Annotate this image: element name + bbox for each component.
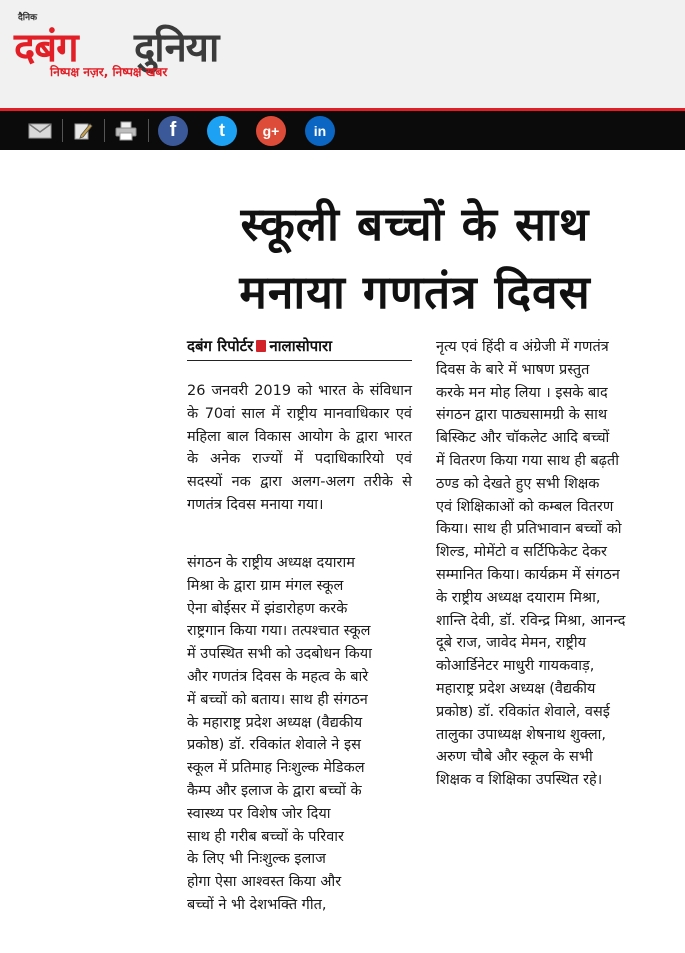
text-line: साथ ही गरीब बच्चों के परिवार [187,828,344,845]
text-line: बिस्किट और चॉकलेट आदि बच्चों [436,430,610,447]
document-icon [256,340,266,352]
text-line: प्रकोष्ठ) डॉ. रविकांत शेवाले ने इस [187,737,361,754]
facebook-glyph: f [158,116,188,146]
article-headline [150,190,680,326]
facebook-icon[interactable] [156,111,190,150]
google-plus-glyph: g+ [256,116,286,146]
text-line: सम्मानित किया। कार्यक्रम में संगठन [436,566,620,583]
text-line: राष्ट्रगान किया गया। तत्पश्चात स्कूल [187,623,371,640]
logo-text-red: दबंग [14,25,78,71]
linkedin-icon[interactable] [303,111,337,150]
toolbar-separator [148,119,149,142]
text-line: शिल्ड, मोमेंटो व सर्टिफिकेट देकर [436,544,607,561]
text-line: शान्ति देवी, डॉ. रविन्द्र मिश्रा, आनन्द [436,612,626,629]
text-line: स्कूल में प्रतिमाह निःशुल्क मेडिकल [187,760,365,777]
text-line: संगठन के राष्ट्रीय अध्यक्ष दयाराम [187,555,355,571]
text-line: बच्चों ने भी देशभक्ति गीत, [187,896,327,913]
byline-rule [187,360,412,361]
text-line: में वितरण किया गया साथ ही बढ़ती [436,452,619,469]
toolbar-separator [104,119,105,142]
text-line: संगठन द्वारा पाठ्यसामग्री के साथ [436,407,608,424]
print-icon[interactable] [112,111,140,150]
text-line: दूबे राज, जावेद मेमन, राष्ट्रीय [436,635,587,652]
text-line: मिश्रा के द्वारा ग्राम मंगल स्कूल [187,577,344,594]
text-line: अरुण चौबे और स्कूल के सभी [436,749,593,766]
masthead [0,0,685,108]
text-line: महाराष्ट्र प्रदेश अध्यक्ष (वैद्यकीय [436,680,596,697]
text-line: कोआर्डिनेटर माधुरी गायकवाड़, [436,658,595,675]
tagline: निष्पक्ष नज़र, निष्पक्ष खबर [50,65,168,79]
logo-small-text: दैनिक [18,13,38,23]
byline-location: नालासोपारा [269,337,333,355]
text-line: दिवस के बारे में भाषण प्रस्तुत [436,361,590,378]
google-plus-icon[interactable] [254,111,288,150]
logo-text-dark: दुनिया [134,25,219,71]
headline-line-1: स्कूली बच्चों के साथ [240,197,590,251]
headline-line-2: मनाया गणतंत्र दिवस [239,265,591,319]
text-line: तालुका उपाध्यक्ष शेषनाथ शुक्ला, [436,726,607,743]
text-line: ठण्ड को देखते हुए सभी शिक्षक [436,475,600,492]
article-column-1-intro [187,380,412,517]
text-line: और गणतंत्र दिवस के महत्व के बारे [187,668,369,685]
text-line: नृत्य एवं हिंदी व अंग्रेजी में गणतंत्र [436,339,609,355]
toolbar-separator [62,119,63,142]
share-toolbar [0,111,685,150]
text-line: में बच्चों को बताय। साथ ही संगठन [187,691,368,708]
text-line: में उपस्थित सभी को उदबोधन किया [187,646,372,663]
mail-icon[interactable] [26,111,54,150]
paragraph: 26 जनवरी 2019 को भारत के संविधान के 70वां साल में राष्ट्रीय मानवाधिकार एवं महिला बाल विकास आयोग के द्वारा भारत के अनेक राज्यों में पदाधिकारियो एवं सदस्यों नक द्वारा अलग-अलग तरीके से गणतंत्र दिवस मनाया गया। [187,383,412,513]
text-line: प्रकोष्ठ) डॉ. रविकांत शेवाले, वसई [436,703,610,720]
text-line: होगा ऐसा आश्वस्त किया और [187,874,342,891]
text-line: के राष्ट्रीय अध्यक्ष दयाराम मिश्रा, [436,589,601,606]
text-line: ऐना बोईसर में झंडारोहण करके [187,600,348,617]
text-line: के लिए भी निःशुल्क इलाज [187,851,326,868]
text-line: करके मन मोह लिया । इसके बाद [436,384,608,401]
byline [187,336,412,356]
article-column-2 [436,336,661,792]
text-line: एवं शिक्षिकाओं को कम्बल वितरण [436,498,614,515]
text-line: शिक्षक व शिक्षिका उपस्थित रहे। [436,772,603,789]
byline-reporter: दबंग रिपोर्टर [187,337,254,355]
text-line: किया। साथ ही प्रतिभावान बच्चों को [436,521,622,538]
edit-icon[interactable] [70,111,96,150]
text-line: के महाराष्ट्र प्रदेश अध्यक्ष (वैद्यकीय [187,714,363,731]
article-column-1 [187,552,412,917]
text-line: कैम्प और इलाज के द्वारा बच्चों के [187,782,362,799]
linkedin-glyph: in [305,116,335,146]
twitter-icon[interactable] [205,111,239,150]
twitter-glyph: t [207,116,237,146]
text-line: स्वास्थ्य पर विशेष जोर दिया [187,805,331,822]
